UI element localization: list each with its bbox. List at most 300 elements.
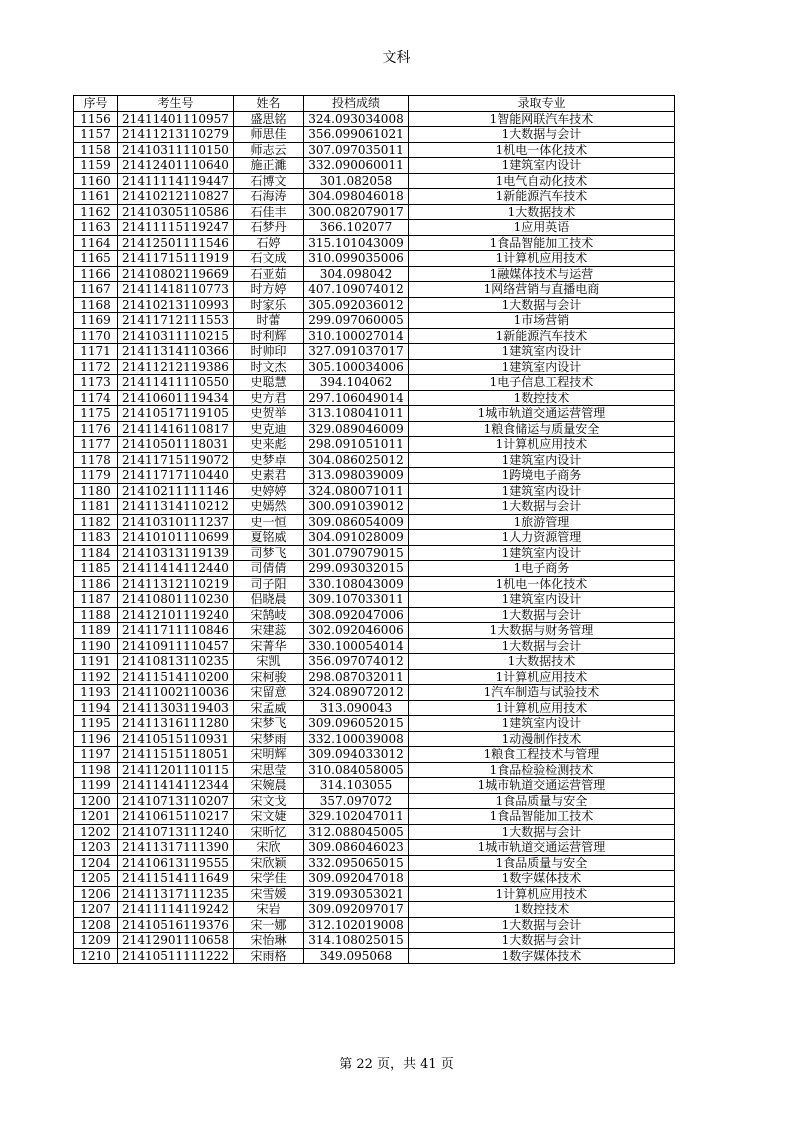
table-row [74, 669, 675, 685]
table-row [74, 561, 675, 577]
table-row [74, 917, 675, 933]
name-cell: 时利辉 [234, 328, 304, 344]
score-cell: 300.082079017 [304, 204, 409, 220]
score-cell: 332.090060011 [304, 158, 409, 174]
index-cell: 1186 [74, 576, 118, 592]
name-cell: 师志云 [234, 142, 304, 158]
score-cell: 300.091039012 [304, 499, 409, 515]
exam-id-cell: 21410911110457 [118, 638, 234, 654]
exam-id-cell: 21412101119240 [118, 607, 234, 623]
name-cell: 史克迪 [234, 421, 304, 437]
table-row [74, 375, 675, 391]
index-cell: 1165 [74, 251, 118, 267]
major-cell: 1融媒体技术与运营 [409, 266, 675, 282]
exam-id-cell: 21410511111222 [118, 948, 234, 964]
major-cell: 1建筑室内设计 [409, 483, 675, 499]
index-cell: 1189 [74, 623, 118, 639]
major-cell: 1数字媒体技术 [409, 948, 675, 964]
index-cell: 1180 [74, 483, 118, 499]
index-cell: 1158 [74, 142, 118, 158]
exam-id-cell: 21410713110207 [118, 793, 234, 809]
table-row [74, 654, 675, 670]
exam-id-cell: 21411316111280 [118, 716, 234, 732]
exam-id-cell: 21411201110115 [118, 762, 234, 778]
score-cell: 356.099061021 [304, 127, 409, 143]
score-cell: 305.092036012 [304, 297, 409, 313]
exam-id-cell: 21410802119669 [118, 266, 234, 282]
score-cell: 299.097060005 [304, 313, 409, 329]
exam-id-cell: 21410516119376 [118, 917, 234, 933]
index-cell: 1199 [74, 778, 118, 794]
table-row [74, 700, 675, 716]
score-cell: 315.101043009 [304, 235, 409, 251]
exam-id-cell: 21411514110200 [118, 669, 234, 685]
major-cell: 1建筑室内设计 [409, 545, 675, 561]
exam-id-cell: 21411312110219 [118, 576, 234, 592]
major-cell: 1建筑室内设计 [409, 158, 675, 174]
name-cell: 石文成 [234, 251, 304, 267]
index-cell: 1184 [74, 545, 118, 561]
major-cell: 1粮食工程技术与管理 [409, 747, 675, 763]
score-cell: 356.097074012 [304, 654, 409, 670]
major-cell: 1食品检验检测技术 [409, 762, 675, 778]
table-row [74, 716, 675, 732]
table-row [74, 592, 675, 608]
index-cell: 1191 [74, 654, 118, 670]
exam-id-cell: 21411717110440 [118, 468, 234, 484]
name-cell: 史聪慧 [234, 375, 304, 391]
column-header-index: 序号 [74, 96, 118, 112]
major-cell: 1计算机应用技术 [409, 669, 675, 685]
score-cell: 309.094033012 [304, 747, 409, 763]
major-cell: 1大数据与会计 [409, 297, 675, 313]
major-cell: 1建筑室内设计 [409, 452, 675, 468]
table-row [74, 282, 675, 298]
name-cell: 宋欣 [234, 840, 304, 856]
table-row [74, 499, 675, 515]
name-cell: 石梦丹 [234, 220, 304, 236]
name-cell: 宋昕忆 [234, 824, 304, 840]
exam-id-cell: 21410515110931 [118, 731, 234, 747]
table-row [74, 468, 675, 484]
index-cell: 1200 [74, 793, 118, 809]
column-header-score: 投档成绩 [304, 96, 409, 112]
index-cell: 1207 [74, 902, 118, 918]
major-cell: 1电子信息工程技术 [409, 375, 675, 391]
major-cell: 1汽车制造与试验技术 [409, 685, 675, 701]
index-cell: 1172 [74, 359, 118, 375]
table-row [74, 607, 675, 623]
major-cell: 1计算机应用技术 [409, 886, 675, 902]
name-cell: 司梦飞 [234, 545, 304, 561]
score-cell: 304.098046018 [304, 189, 409, 205]
name-cell: 司倩倩 [234, 561, 304, 577]
table-row [74, 266, 675, 282]
exam-id-cell: 21411515118051 [118, 747, 234, 763]
index-cell: 1162 [74, 204, 118, 220]
index-cell: 1208 [74, 917, 118, 933]
score-cell: 309.086054009 [304, 514, 409, 530]
name-cell: 宋明辉 [234, 747, 304, 763]
table-row [74, 483, 675, 499]
score-cell: 309.092047018 [304, 871, 409, 887]
score-cell: 324.093034008 [304, 111, 409, 127]
index-cell: 1181 [74, 499, 118, 515]
score-cell: 302.092046006 [304, 623, 409, 639]
score-cell: 310.099035006 [304, 251, 409, 267]
table-row [74, 514, 675, 530]
table-row [74, 328, 675, 344]
name-cell: 时家乐 [234, 297, 304, 313]
major-cell: 1大数据与会计 [409, 127, 675, 143]
major-cell: 1大数据与财务管理 [409, 623, 675, 639]
name-cell: 史来彪 [234, 437, 304, 453]
table-row [74, 189, 675, 205]
table-row [74, 747, 675, 763]
major-cell: 1食品质量与安全 [409, 793, 675, 809]
name-cell: 宋文戈 [234, 793, 304, 809]
table-row [74, 886, 675, 902]
major-cell: 1大数据技术 [409, 654, 675, 670]
major-cell: 1大数据与会计 [409, 499, 675, 515]
table-row [74, 142, 675, 158]
score-cell: 313.098039009 [304, 468, 409, 484]
score-cell: 314.103055 [304, 778, 409, 794]
score-cell: 319.093053021 [304, 886, 409, 902]
score-cell: 304.091028009 [304, 530, 409, 546]
index-cell: 1176 [74, 421, 118, 437]
exam-id-cell: 21411416110817 [118, 421, 234, 437]
table-row [74, 933, 675, 949]
table-row [74, 855, 675, 871]
name-cell: 时文杰 [234, 359, 304, 375]
exam-id-cell: 21410713111240 [118, 824, 234, 840]
major-cell: 1机电一体化技术 [409, 142, 675, 158]
name-cell: 宋文婕 [234, 809, 304, 825]
score-cell: 312.102019008 [304, 917, 409, 933]
major-cell: 1计算机应用技术 [409, 437, 675, 453]
major-cell: 1城市轨道交通运营管理 [409, 778, 675, 794]
major-cell: 1粮食储运与质量安全 [409, 421, 675, 437]
index-cell: 1193 [74, 685, 118, 701]
exam-id-cell: 21410101110699 [118, 530, 234, 546]
exam-id-cell: 21411114119242 [118, 902, 234, 918]
major-cell: 1食品智能加工技术 [409, 809, 675, 825]
name-cell: 宋留意 [234, 685, 304, 701]
index-cell: 1156 [74, 111, 118, 127]
name-cell: 宋雨格 [234, 948, 304, 964]
index-cell: 1198 [74, 762, 118, 778]
score-cell: 349.095068 [304, 948, 409, 964]
major-cell: 1市场营销 [409, 313, 675, 329]
exam-id-cell: 21411411110550 [118, 375, 234, 391]
table-row [74, 204, 675, 220]
exam-id-cell: 21412501111546 [118, 235, 234, 251]
table-row [74, 452, 675, 468]
exam-id-cell: 21412401110640 [118, 158, 234, 174]
major-cell: 1机电一体化技术 [409, 576, 675, 592]
major-cell: 1跨境电子商务 [409, 468, 675, 484]
major-cell: 1大数据与会计 [409, 607, 675, 623]
score-cell: 332.100039008 [304, 731, 409, 747]
table-row [74, 948, 675, 964]
table-row [74, 530, 675, 546]
exam-id-cell: 21410615110217 [118, 809, 234, 825]
major-cell: 1数控技术 [409, 902, 675, 918]
index-cell: 1160 [74, 173, 118, 189]
name-cell: 时蕾 [234, 313, 304, 329]
score-cell: 313.090043 [304, 700, 409, 716]
index-cell: 1203 [74, 840, 118, 856]
name-cell: 史素君 [234, 468, 304, 484]
index-cell: 1175 [74, 406, 118, 422]
exam-id-cell: 21410801110230 [118, 592, 234, 608]
exam-id-cell: 21410310111237 [118, 514, 234, 530]
index-cell: 1209 [74, 933, 118, 949]
major-cell: 1建筑室内设计 [409, 359, 675, 375]
table-row [74, 793, 675, 809]
exam-id-cell: 21410311110150 [118, 142, 234, 158]
table-row [74, 731, 675, 747]
score-cell: 407.109074012 [304, 282, 409, 298]
exam-id-cell: 21410305110586 [118, 204, 234, 220]
major-cell: 1网络营销与直播电商 [409, 282, 675, 298]
index-cell: 1177 [74, 437, 118, 453]
name-cell: 宋梦飞 [234, 716, 304, 732]
major-cell: 1建筑室内设计 [409, 592, 675, 608]
index-cell: 1157 [74, 127, 118, 143]
major-cell: 1人力资源管理 [409, 530, 675, 546]
major-cell: 1数字媒体技术 [409, 871, 675, 887]
index-cell: 1205 [74, 871, 118, 887]
score-cell: 366.102077 [304, 220, 409, 236]
table-row [74, 313, 675, 329]
major-cell: 1新能源汽车技术 [409, 328, 675, 344]
table-row [74, 235, 675, 251]
index-cell: 1210 [74, 948, 118, 964]
index-cell: 1163 [74, 220, 118, 236]
name-cell: 宋鹄岐 [234, 607, 304, 623]
name-cell: 史婷婷 [234, 483, 304, 499]
exam-id-cell: 21412901110658 [118, 933, 234, 949]
score-cell: 330.100054014 [304, 638, 409, 654]
name-cell: 宋梦雨 [234, 731, 304, 747]
score-cell: 313.108041011 [304, 406, 409, 422]
table-row [74, 576, 675, 592]
table-row [74, 111, 675, 127]
major-cell: 1大数据与会计 [409, 638, 675, 654]
major-cell: 1大数据技术 [409, 204, 675, 220]
name-cell: 宋婉晨 [234, 778, 304, 794]
column-header-major: 录取专业 [409, 96, 675, 112]
index-cell: 1183 [74, 530, 118, 546]
major-cell: 1食品智能加工技术 [409, 235, 675, 251]
name-cell: 施正濉 [234, 158, 304, 174]
index-cell: 1171 [74, 344, 118, 360]
score-cell: 330.108043009 [304, 576, 409, 592]
score-cell: 297.106049014 [304, 390, 409, 406]
exam-id-cell: 21410601119434 [118, 390, 234, 406]
name-cell: 史一恒 [234, 514, 304, 530]
name-cell: 史贺举 [234, 406, 304, 422]
name-cell: 宋一娜 [234, 917, 304, 933]
exam-id-cell: 21410501118031 [118, 437, 234, 453]
index-cell: 1167 [74, 282, 118, 298]
score-cell: 304.098042 [304, 266, 409, 282]
name-cell: 石博文 [234, 173, 304, 189]
table-row [74, 344, 675, 360]
score-cell: 309.086046023 [304, 840, 409, 856]
index-cell: 1161 [74, 189, 118, 205]
table-row [74, 297, 675, 313]
name-cell: 夏铭威 [234, 530, 304, 546]
page-number: 第 22 页，共 41 页 [339, 1057, 454, 1072]
table-body [74, 111, 675, 964]
score-cell: 307.097035011 [304, 142, 409, 158]
name-cell: 石亚茹 [234, 266, 304, 282]
score-cell: 310.084058005 [304, 762, 409, 778]
table-row [74, 902, 675, 918]
name-cell: 石婷 [234, 235, 304, 251]
index-cell: 1204 [74, 855, 118, 871]
score-cell: 329.089046009 [304, 421, 409, 437]
admission-table [73, 95, 675, 964]
name-cell: 时帅印 [234, 344, 304, 360]
exam-id-cell: 21410311110215 [118, 328, 234, 344]
score-cell: 305.100034006 [304, 359, 409, 375]
name-cell: 司子阳 [234, 576, 304, 592]
table-row [74, 840, 675, 856]
major-cell: 1大数据与会计 [409, 824, 675, 840]
exam-id-cell: 21411213110279 [118, 127, 234, 143]
index-cell: 1194 [74, 700, 118, 716]
name-cell: 宋凯 [234, 654, 304, 670]
index-cell: 1169 [74, 313, 118, 329]
table-row [74, 778, 675, 794]
table-row [74, 824, 675, 840]
exam-id-cell: 21410212110827 [118, 189, 234, 205]
name-cell: 史方君 [234, 390, 304, 406]
name-cell: 石佳丰 [234, 204, 304, 220]
score-cell: 301.079079015 [304, 545, 409, 561]
column-header-exam-id: 考生号 [118, 96, 234, 112]
score-cell: 309.107033011 [304, 592, 409, 608]
name-cell: 侣晓晨 [234, 592, 304, 608]
major-cell: 1计算机应用技术 [409, 251, 675, 267]
table-row [74, 127, 675, 143]
name-cell: 宋菁华 [234, 638, 304, 654]
index-cell: 1168 [74, 297, 118, 313]
exam-id-cell: 21411314110366 [118, 344, 234, 360]
exam-id-cell: 21410313119139 [118, 545, 234, 561]
exam-id-cell: 21411317111390 [118, 840, 234, 856]
major-cell: 1电子商务 [409, 561, 675, 577]
exam-id-cell: 21411115119247 [118, 220, 234, 236]
index-cell: 1196 [74, 731, 118, 747]
index-cell: 1190 [74, 638, 118, 654]
exam-id-cell: 21410813110235 [118, 654, 234, 670]
exam-id-cell: 21411303119403 [118, 700, 234, 716]
index-cell: 1164 [74, 235, 118, 251]
page-title: 文科 [382, 50, 411, 66]
exam-id-cell: 21410517119105 [118, 406, 234, 422]
name-cell: 史梦卓 [234, 452, 304, 468]
index-cell: 1179 [74, 468, 118, 484]
name-cell: 时方婷 [234, 282, 304, 298]
exam-id-cell: 21410613119555 [118, 855, 234, 871]
name-cell: 宋岩 [234, 902, 304, 918]
score-cell: 309.092097017 [304, 902, 409, 918]
exam-id-cell: 21411401110957 [118, 111, 234, 127]
name-cell: 宋雪媛 [234, 886, 304, 902]
table-row [74, 390, 675, 406]
table-row [74, 685, 675, 701]
table-row [74, 437, 675, 453]
exam-id-cell: 21411514111649 [118, 871, 234, 887]
index-cell: 1182 [74, 514, 118, 530]
index-cell: 1197 [74, 747, 118, 763]
major-cell: 1城市轨道交通运营管理 [409, 406, 675, 422]
major-cell: 1计算机应用技术 [409, 700, 675, 716]
name-cell: 宋建蕊 [234, 623, 304, 639]
major-cell: 1建筑室内设计 [409, 716, 675, 732]
exam-id-cell: 21411711110846 [118, 623, 234, 639]
table-header-row [74, 96, 675, 112]
score-cell: 394.104062 [304, 375, 409, 391]
major-cell: 1建筑室内设计 [409, 344, 675, 360]
score-cell: 324.080071011 [304, 483, 409, 499]
score-cell: 324.089072012 [304, 685, 409, 701]
name-cell: 宋柯骏 [234, 669, 304, 685]
score-cell: 357.097072 [304, 793, 409, 809]
exam-id-cell: 21411002110036 [118, 685, 234, 701]
exam-id-cell: 21411418110773 [118, 282, 234, 298]
exam-id-cell: 21411314110212 [118, 499, 234, 515]
index-cell: 1206 [74, 886, 118, 902]
exam-id-cell: 21411715111919 [118, 251, 234, 267]
table-row [74, 158, 675, 174]
index-cell: 1159 [74, 158, 118, 174]
score-cell: 309.096052015 [304, 716, 409, 732]
table-row [74, 406, 675, 422]
score-cell: 301.082058 [304, 173, 409, 189]
table-row [74, 220, 675, 236]
score-cell: 298.087032011 [304, 669, 409, 685]
major-cell: 1动漫制作技术 [409, 731, 675, 747]
score-cell: 327.091037017 [304, 344, 409, 360]
name-cell: 宋欣颖 [234, 855, 304, 871]
index-cell: 1192 [74, 669, 118, 685]
major-cell: 1大数据与会计 [409, 917, 675, 933]
name-cell: 盛思铭 [234, 111, 304, 127]
score-cell: 299.093032015 [304, 561, 409, 577]
major-cell: 1食品质量与安全 [409, 855, 675, 871]
major-cell: 1大数据与会计 [409, 933, 675, 949]
index-cell: 1170 [74, 328, 118, 344]
index-cell: 1195 [74, 716, 118, 732]
score-cell: 304.086025012 [304, 452, 409, 468]
exam-id-cell: 21411414112440 [118, 561, 234, 577]
score-cell: 332.095065015 [304, 855, 409, 871]
exam-id-cell: 21410213110993 [118, 297, 234, 313]
table-row [74, 173, 675, 189]
exam-id-cell: 21411715119072 [118, 452, 234, 468]
exam-id-cell: 21411212119386 [118, 359, 234, 375]
table-row [74, 545, 675, 561]
table-row [74, 251, 675, 267]
index-cell: 1202 [74, 824, 118, 840]
score-cell: 329.102047011 [304, 809, 409, 825]
